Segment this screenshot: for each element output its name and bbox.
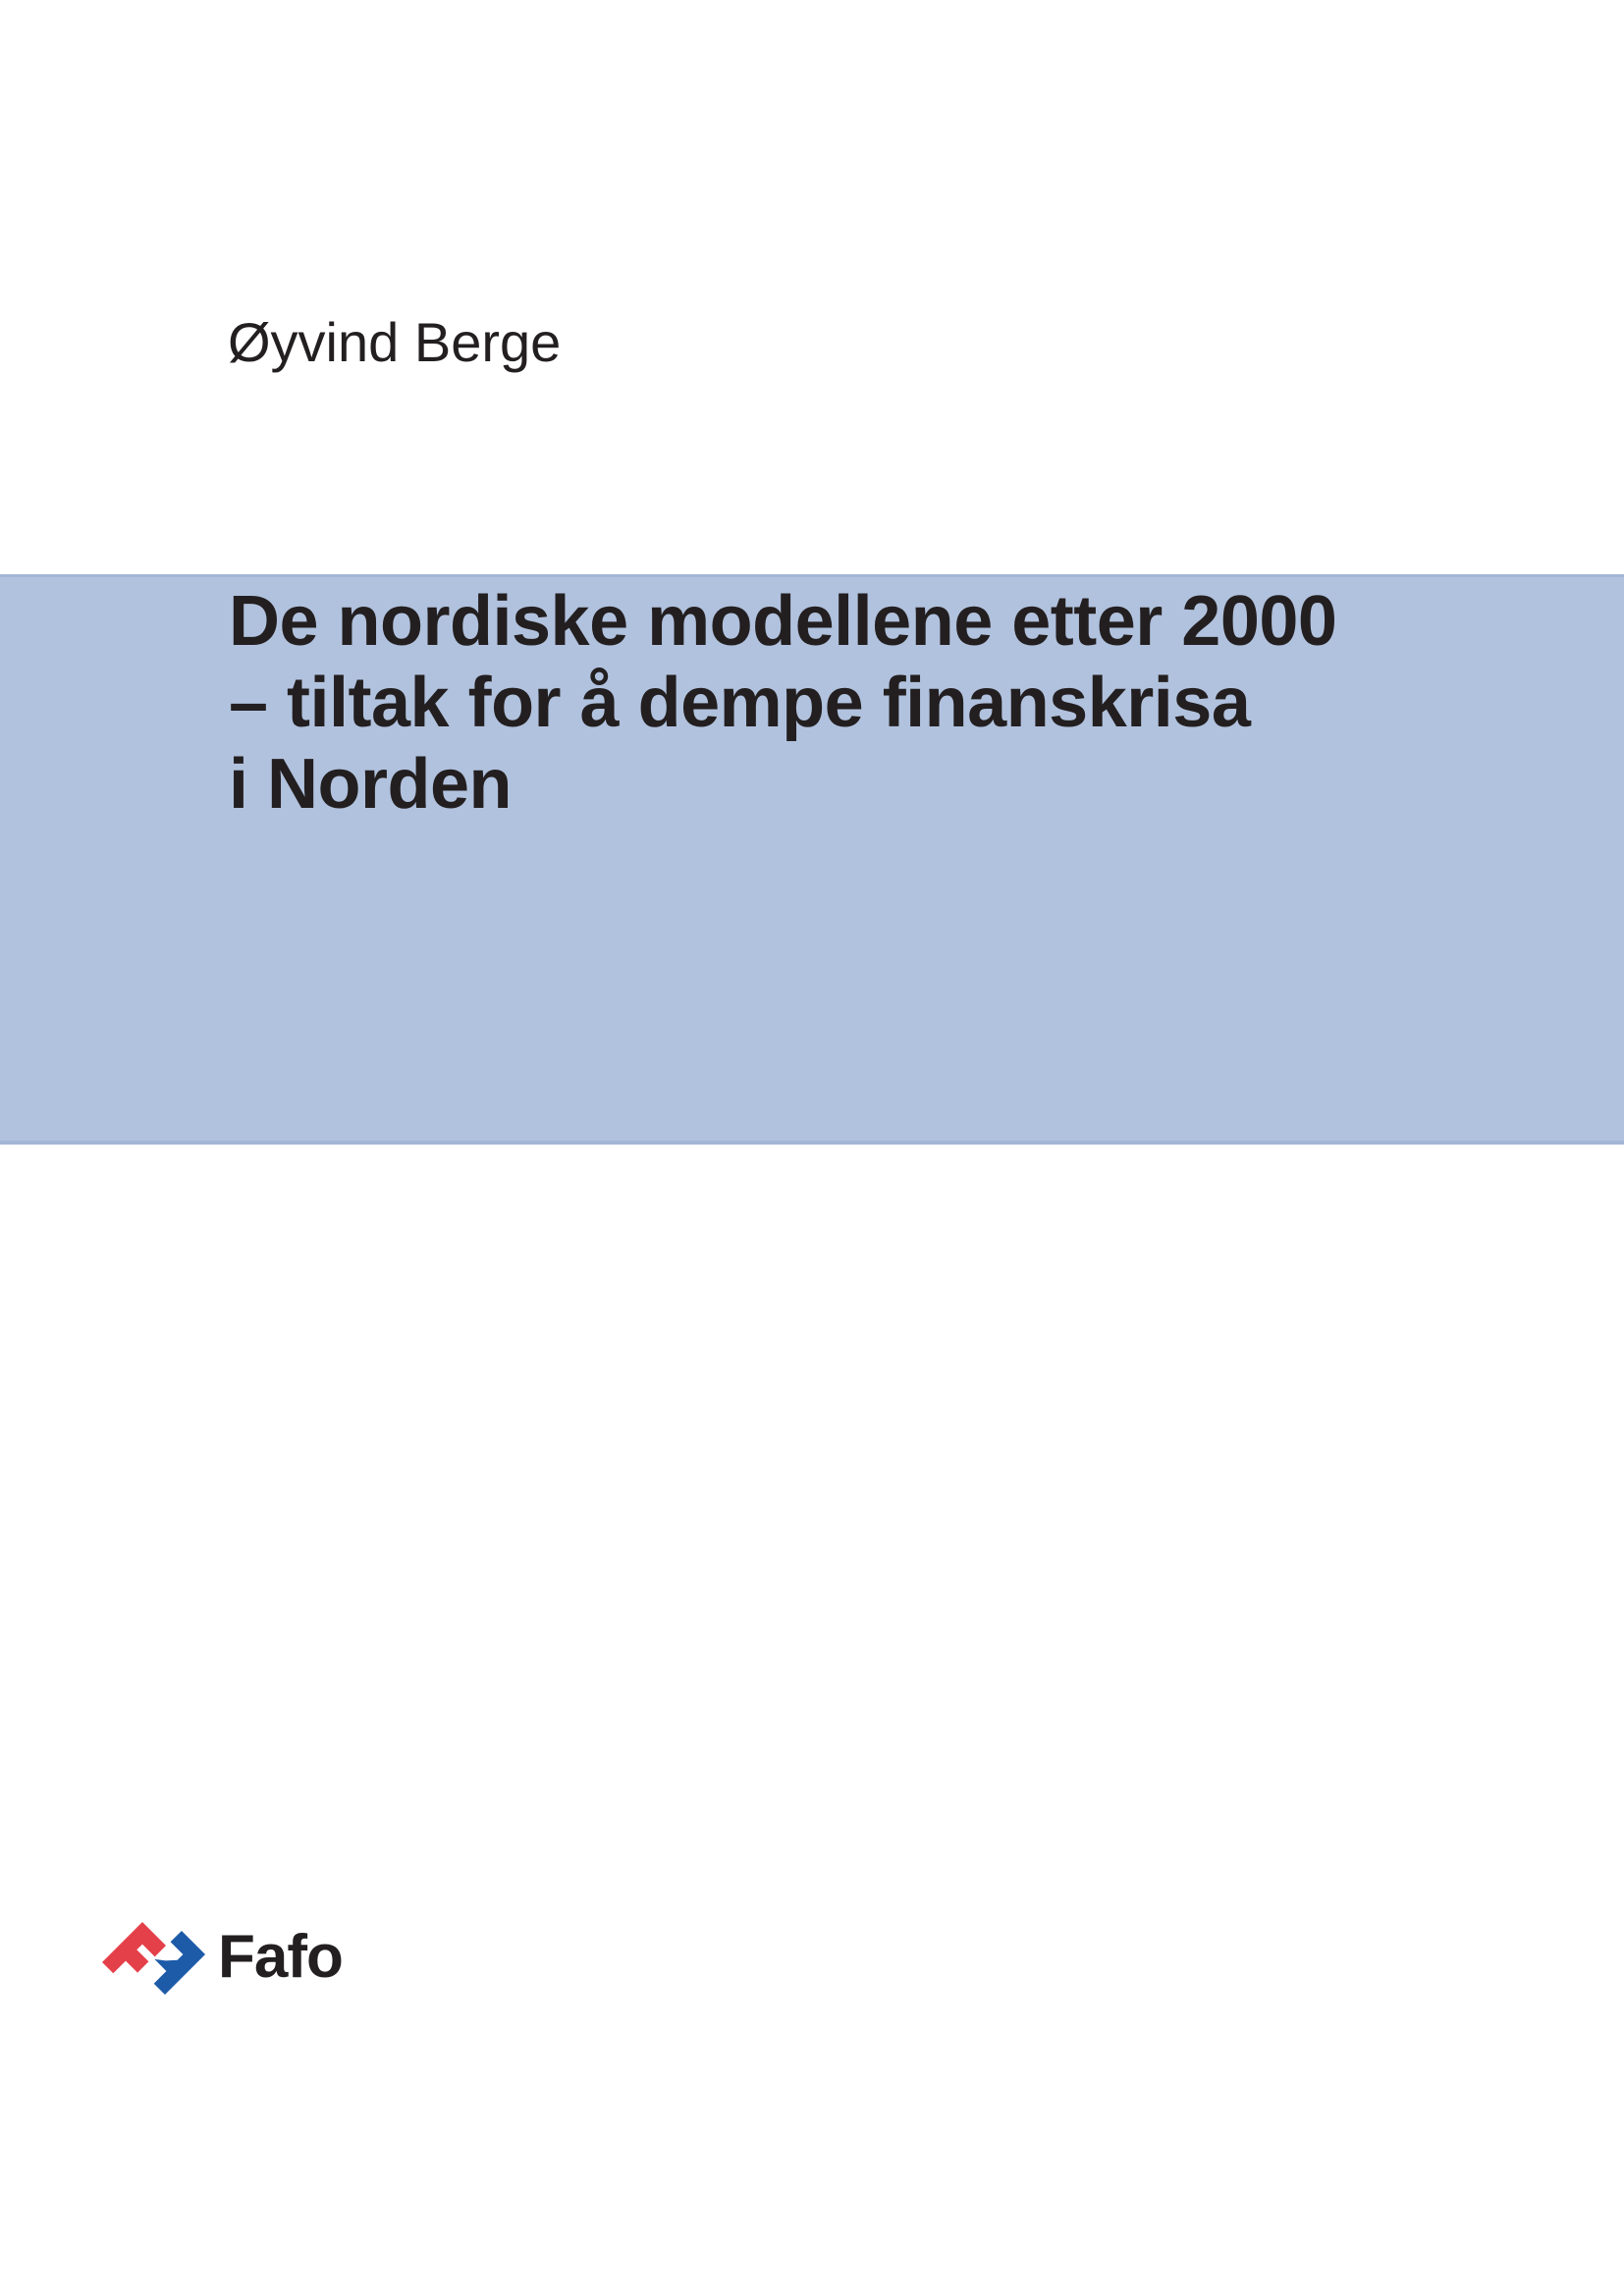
fafo-logo	[93, 1914, 388, 2002]
fafo-logo-red-shape	[102, 1922, 166, 1973]
fafo-logo-wordmark: Fafo	[218, 1923, 343, 1991]
report-title-line-2: – tiltak for å dempe finanskrisa	[229, 664, 1251, 742]
report-title-line-3: i Norden	[229, 745, 513, 824]
fafo-logo-blue-shape	[154, 1931, 205, 1995]
fafo-logo-icon	[93, 1914, 211, 2002]
title-band	[0, 574, 1624, 1145]
report-title	[229, 581, 1336, 826]
report-title-line-1: De nordiske modellene etter 2000	[229, 582, 1337, 661]
author-name: Øyvind Berge	[228, 311, 562, 373]
